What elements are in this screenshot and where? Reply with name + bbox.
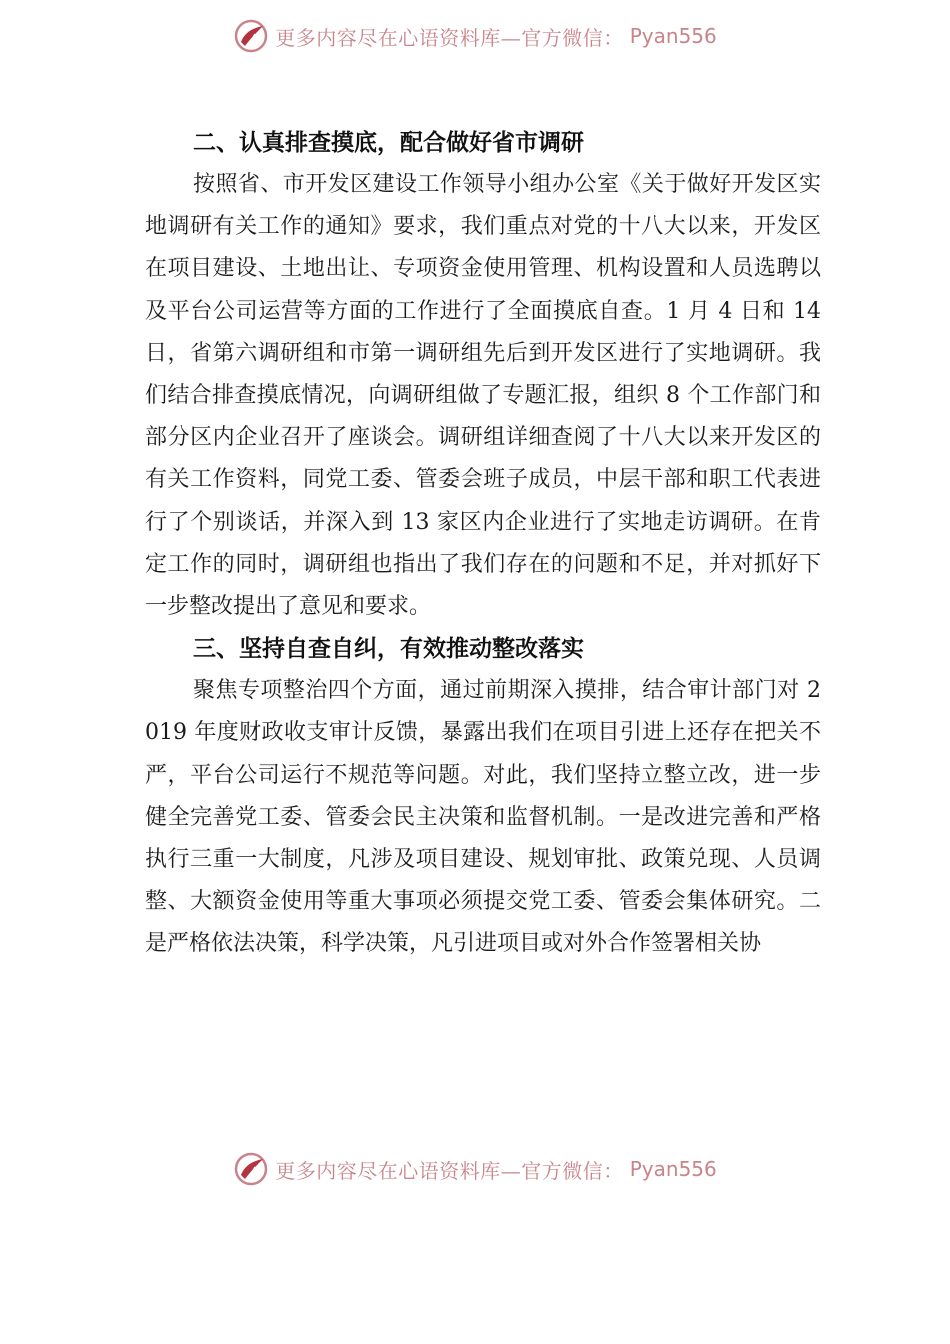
watermark-text: 更多内容尽在心语资料库—官方微信： xyxy=(275,25,624,50)
section-paragraph-2: 按照省、市开发区建设工作领导小组办公室《关于做好开发区实地调研有关工作的通知》要求，我们重点对党的十八大以来，开发区在项目建设、土地出让、专项资金使用管理、机构设置和人员选聘以及平台公司运营等方面的工作进行了全面摸底自查。1 月 4 日和 14 日，省第六调研组和市第一调研组先后到开发区进行了实地调研。我们结合排查摸底情况，向调研组做了专题汇报，组织 8 个工作部门和部分区内企业召开了座谈会。调研组详细查阅了十八大以来开发区的有关工作资料，同党工委、管委会班子成员，中层干部和职工代表进行了个别谈话，并深入到 13 家区内企业进行了实地走访调研。在肯定工作的同时，调研组也指出了我们存在的问题和不足，并对抓好下一步整改提出了意见和要求。 xyxy=(145,172,821,620)
header-watermark xyxy=(0,16,950,56)
footer-watermark xyxy=(0,1149,950,1189)
document-body xyxy=(145,122,821,966)
section-heading-3: 三、坚持自查自纠，有效推动整改落实 xyxy=(193,636,584,663)
watermark-logo-icon xyxy=(233,18,269,54)
watermark-text: 更多内容尽在心语资料库—官方微信： xyxy=(275,1158,624,1183)
section-heading-2: 二、认真排查摸底，配合做好省市调研 xyxy=(193,130,584,156)
watermark-logo-icon xyxy=(233,1151,269,1187)
watermark-wechat-id: Pyan556 xyxy=(629,24,717,48)
watermark-wechat-id: Pyan556 xyxy=(629,1157,717,1181)
section-paragraph-3: 聚焦专项整治四个方面，通过前期深入摸排，结合审计部门对 2019 年度财政收支审计反馈，暴露出我们在项目引进上还存在把关不严，平台公司运行不规范等问题。对此，我们坚持立整立改，进一步健全完善党工委、管委会民主决策和监督机制。一是改进完善和严格执行三重一大制度，凡涉及项目建设、规划审批、政策兑现、人员调整、大额资金使用等重大事项必须提交党工委、管委会集体研究。二是严格依法决策，科学决策，凡引进项目或对外合作签署相关协 xyxy=(145,678,821,957)
